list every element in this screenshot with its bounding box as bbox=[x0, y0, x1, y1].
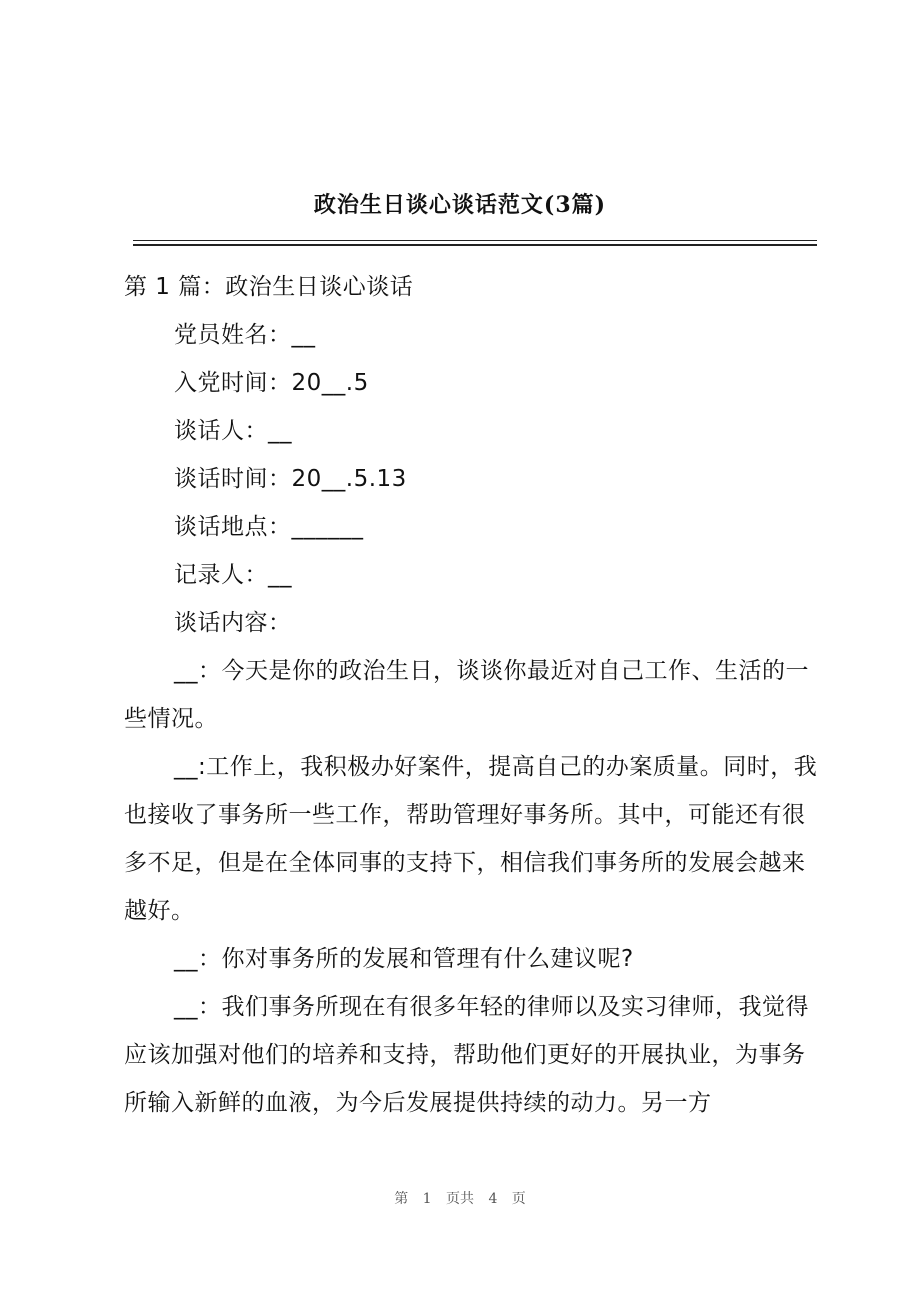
field-talk-content: 谈话内容： bbox=[174, 610, 292, 636]
field-join-date: 入党时间：20__.5 bbox=[174, 370, 369, 396]
paragraph: __：你对事务所的发展和管理有什么建议呢? bbox=[174, 946, 634, 972]
title-divider-thin bbox=[133, 240, 817, 241]
title-divider-thick bbox=[133, 244, 817, 246]
field-talk-location: 谈话地点：______ bbox=[174, 514, 364, 540]
document-title: 政治生日谈心谈话范文(3篇) bbox=[313, 192, 607, 218]
field-member-name: 党员姓名：__ bbox=[174, 322, 316, 348]
field-interviewer: 谈话人：__ bbox=[174, 418, 292, 444]
page-number-footer: 第 1 页共 4 页 bbox=[394, 1191, 526, 1207]
section-heading: 第 1 篇：政治生日谈心谈话 bbox=[124, 274, 414, 300]
document-body bbox=[124, 263, 820, 1127]
field-recorder: 记录人：__ bbox=[174, 562, 292, 588]
paragraph: __：今天是你的政治生日，谈谈你最近对自己工作、生活的一些情况。 bbox=[124, 658, 809, 732]
field-talk-date: 谈话时间：20__.5.13 bbox=[174, 466, 407, 492]
paragraph: __：我们事务所现在有很多年轻的律师以及实习律师，我觉得应该加强对他们的培养和支持，帮助他们更好的开展执业，为事务所输入新鲜的血液，为今后发展提供持续的动力。另一方 bbox=[124, 994, 809, 1116]
paragraph: __:工作上，我积极办好案件，提高自己的办案质量。同时，我也接收了事务所一些工作，帮助管理好事务所。其中，可能还有很多不足，但是在全体同事的支持下，相信我们事务所的发展会越来越好。 bbox=[124, 754, 818, 924]
